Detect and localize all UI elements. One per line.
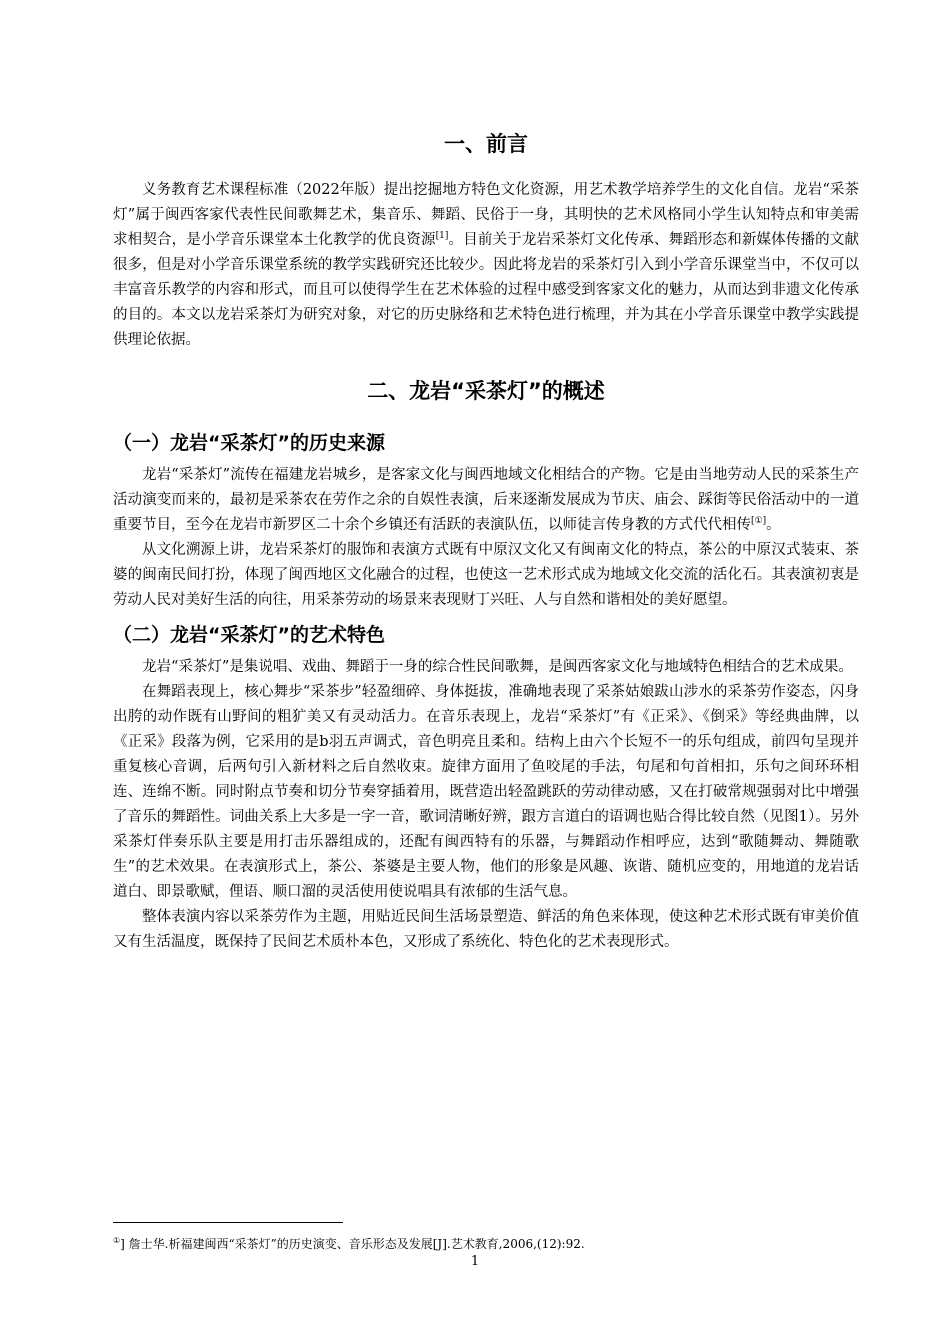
art-paragraph-1: 龙岩“采茶灯”是集说唱、戏曲、舞蹈于一身的综合性民间歌舞，是闽西客家文化与地域特色相结合的艺术成果。 [142,659,853,675]
body-content [113,130,859,955]
footnote [113,1236,859,1252]
subsection-heading-history: （一）龙岩“采茶灯”的历史来源 [113,432,385,454]
history-paragraph-1 [113,463,859,538]
subsection-heading-art: （二）龙岩“采茶灯”的艺术特色 [113,624,385,646]
history-paragraph-2: 从文化溯源上讲，龙岩采茶灯的服饰和表演方式既有中原汉文化又有闽南文化的特点，茶公的中原汉式装束、茶婆的闽南民间打扮，体现了闽西地区文化融合的过程，也使这一艺术形式成为地域文化交流的活化石。其表演初衷是劳动人民对美好生活的向往，用采茶劳动的场景来表现财丁兴旺、人与自然和谐相处的美好愿望。 [113,542,859,608]
intro-text-b: 。目前关于龙岩采茶灯文化传承、舞蹈形态和新媒体传播的文献很多，但是对小学音乐课堂系统的教学实践研究还比较少。因此将龙岩的采茶灯引入到小学音乐课堂当中，不仅可以丰富音乐教学的内容和形式，而且可以使得学生在艺术体验的过程中感受到客家文化的魅力，从而达到非遗文化传承的目的。本文以龙岩采茶灯为研究对象，对它的历史脉络和艺术特色进行梳理，并为其在小学音乐课堂中教学实践提供理论依据。 [113,232,860,348]
intro-text-a: 义务教育艺术课程标准（2022年版）提出挖掘地方特色文化资源，用艺术教学培养学生的文化自信。龙岩“采茶灯”属于闽西客家代表性民间歌舞艺术，集音乐、舞蹈、民俗于一身，其明快的艺术风格同小学生认知特点和审美需求相契合，是小学音乐课堂本土化教学的优良资源 [113,182,859,248]
page-number: 1 [470,1254,480,1269]
citation-ref-1[interactable]: [1] [435,231,449,242]
section-heading-intro: 一、前言 [444,132,528,156]
footnote-ref[interactable]: [①] [751,516,767,527]
intro-paragraph [113,178,859,353]
section-heading-overview: 二、龙岩“采茶灯”的概述 [367,379,605,403]
history-text-a: 龙岩“采茶灯”流传在福建龙岩城乡，是客家文化与闽西地域文化相结合的产物。它是由当地劳动人民的采茶生产活动演变而来的，最初是采茶农在劳作之余的自娱性表演，后来逐渐发展成为节庆、庙会、踩街等民俗活动中的一道重要节目，至今在龙岩市新罗区二十余个乡镇还有活跃的表演队伍，以师徒言传身教的方式代代相传 [113,467,859,533]
art-paragraph-3: 整体表演内容以采茶劳作为主题，用贴近民间生活场景塑造、鲜活的角色来体现，使这种艺术形式既有审美价值又有生活温度，既保持了民间艺术质朴本色，又形成了系统化、特色化的艺术表现形式。 [113,909,859,950]
footnote-marker: ① [113,1236,121,1245]
history-text-b: 。 [766,517,781,533]
footnote-text: ] 詹士华.析福建闽西“采茶灯”的历史演变、音乐形态及发展[J].艺术教育,2006,(12):92. [120,1237,585,1251]
footnote-separator [113,1222,343,1223]
art-paragraph-2: 在舞蹈表现上，核心舞步“采茶步”轻盈细碎、身体挺拔，准确地表现了采茶姑娘跋山涉水的采茶劳作姿态，闪身出胯的动作既有山野间的粗犷美又有灵动活力。在音乐表现上，龙岩“采茶灯”有《正采》、《倒采》等经典曲牌，以《正采》段落为例，它采用的是b羽五声调式，音色明亮且柔和。结构上由六个长短不一的乐句组成，前四句呈现并重复核心音调，后两句引入新材料之后自然收束。旋律方面用了鱼咬尾的手法，句尾和句首相扣，乐句之间环环相连、连绵不断。同时附点节奏和切分节奏穿插着用，既营造出轻盈跳跃的劳动律动感，又在打破常规强弱对比中增强了音乐的舞蹈性。词曲关系上大多是一字一音，歌词清晰好辨，跟方言道白的语调也贴合得比较自然（见图1）。另外采茶灯伴奏乐队主要是用打击乐器组成的，还配有闽西特有的乐器，与舞蹈动作相呼应，达到“歌随舞动、舞随歌生”的艺术效果。在表演形式上，茶公、茶婆是主要人物，他们的形象是风趣、诙谐、随机应变的，用地道的龙岩话道白、即景歌赋，俚语、顺口溜的灵活使用使说唱具有浓郁的生活气息。 [113,684,859,900]
